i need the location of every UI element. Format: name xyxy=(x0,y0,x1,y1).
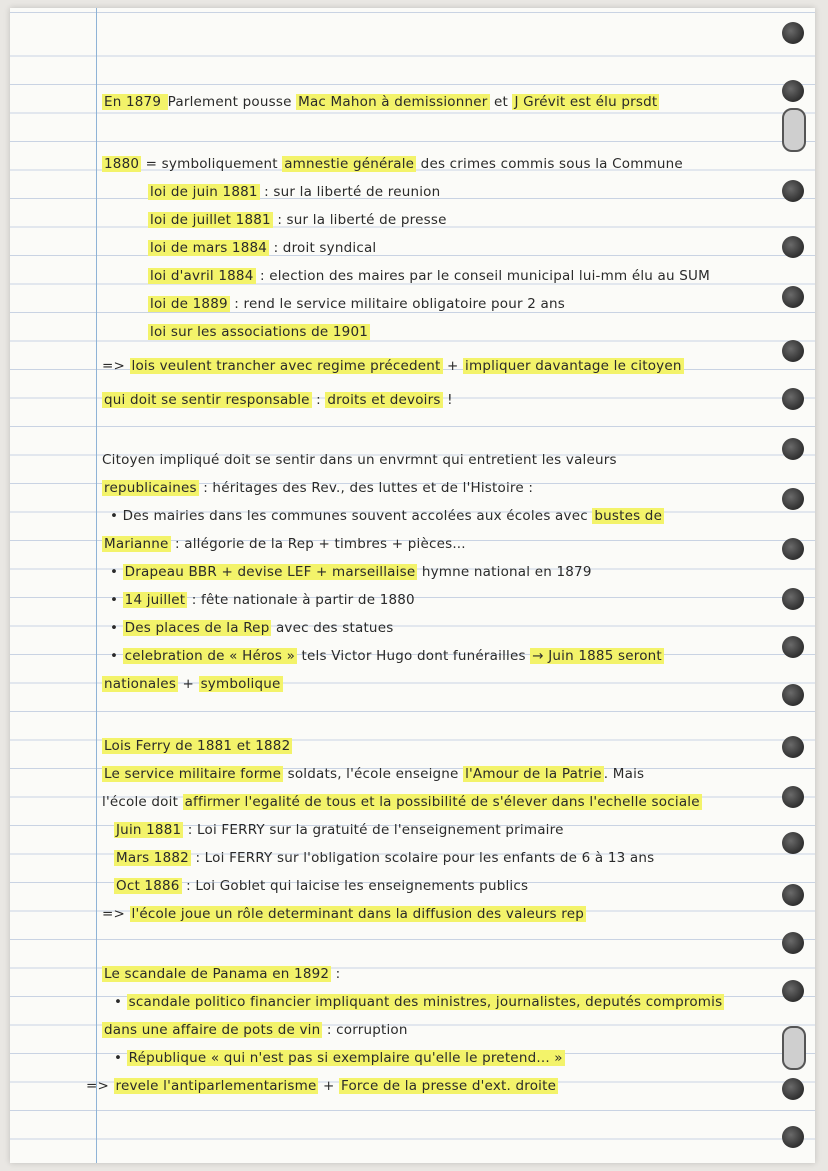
binder-hole xyxy=(782,438,804,460)
highlighted-text: republicaines xyxy=(104,480,197,496)
note-text: + xyxy=(178,676,199,692)
note-text: : fête nationale à partir de 1880 xyxy=(187,592,415,608)
note-line xyxy=(148,212,447,228)
highlighted-text: qui doit se sentir responsable xyxy=(104,392,310,408)
note-text: Parlement pousse xyxy=(167,94,297,110)
highlighted-text: nationales xyxy=(104,676,177,692)
note-text: + xyxy=(442,358,464,374)
highlighted-text: symbolique xyxy=(200,676,281,692)
binder-hole xyxy=(782,736,804,758)
highlighted-text: l'école joue un rôle determinant dans la diffusion des valeurs rep xyxy=(131,906,584,922)
note-text: • xyxy=(110,592,123,608)
highlighted-text: affirmer l'egalité de tous et la possibilité de s'élever dans l'echelle sociale xyxy=(184,794,700,810)
note-line xyxy=(148,268,710,284)
binder-hole xyxy=(782,538,804,560)
highlighted-text: → Juin 1885 seront xyxy=(532,648,662,664)
note-line xyxy=(114,994,724,1010)
note-text: et xyxy=(489,94,513,110)
note-line xyxy=(102,1022,408,1038)
note-text: hymne national en 1879 xyxy=(417,564,592,580)
highlighted-text: celebration de « Héros » xyxy=(124,648,296,664)
note-text: : sur la liberté de presse xyxy=(272,212,447,228)
highlighted-text: Le service militaire forme xyxy=(104,766,282,782)
highlighted-text: droits et devoirs xyxy=(327,392,441,408)
binder-hole xyxy=(782,832,804,854)
highlighted-text: revele l'antiparlementarisme xyxy=(115,1078,317,1094)
highlighted-text: impliquer davantage le citoyen xyxy=(465,358,682,374)
note-text: tels Victor Hugo dont funérailles xyxy=(297,648,531,664)
highlighted-text: dans une affaire de pots de vin xyxy=(104,1022,321,1038)
highlighted-text: loi de juin 1881 xyxy=(150,184,258,200)
margin-line xyxy=(96,8,97,1163)
highlighted-text: Mars 1882 xyxy=(116,850,189,866)
note-line xyxy=(148,240,376,256)
note-text: . Mais xyxy=(603,766,645,782)
binder-hole xyxy=(782,108,806,152)
note-line xyxy=(102,906,586,922)
note-line xyxy=(102,94,659,110)
highlighted-text: Juin 1881 xyxy=(116,822,182,838)
binder-hole xyxy=(782,236,804,258)
note-line xyxy=(102,156,683,172)
note-text: • xyxy=(114,994,127,1010)
note-text: => xyxy=(102,906,130,922)
highlighted-text: amnestie générale xyxy=(284,156,415,172)
highlighted-text: 1880 xyxy=(104,156,140,172)
note-line xyxy=(102,766,644,782)
note-text: : héritages des Rev., des luttes et de l'Histoire : xyxy=(198,480,534,496)
highlighted-text: Force de la presse d'ext. droite xyxy=(340,1078,557,1094)
note-line xyxy=(102,392,453,408)
highlighted-text: loi de juillet 1881 xyxy=(150,212,271,228)
note-line xyxy=(102,536,466,552)
highlighted-text: scandale politico financier impliquant des ministres, journalistes, deputés compromis xyxy=(128,994,723,1010)
note-line xyxy=(110,564,592,580)
note-line xyxy=(114,850,654,866)
note-text: • xyxy=(110,564,123,580)
note-line xyxy=(148,184,440,200)
binder-hole xyxy=(782,340,804,362)
note-text: : rend le service militaire obligatoire pour 2 ans xyxy=(229,296,565,312)
binder-hole xyxy=(782,884,804,906)
binder-hole xyxy=(782,388,804,410)
note-text: des crimes commis sous la Commune xyxy=(416,156,683,172)
note-line xyxy=(102,738,292,754)
highlighted-text: Des places de la Rep xyxy=(124,620,270,636)
highlighted-text: Oct 1886 xyxy=(116,878,180,894)
highlighted-text: 14 juillet xyxy=(124,592,186,608)
binder-hole xyxy=(782,1078,804,1100)
highlighted-text: loi sur les associations de 1901 xyxy=(150,324,369,340)
note-line xyxy=(102,358,684,374)
binder-hole xyxy=(782,80,804,102)
note-text: : Loi FERRY sur l'obligation scolaire pour les enfants de 6 à 13 ans xyxy=(190,850,655,866)
highlighted-text: Le scandale de Panama en 1892 xyxy=(104,966,330,982)
note-text: : xyxy=(331,966,341,982)
note-line xyxy=(114,878,528,894)
note-text: • Des mairies dans les communes souvent accolées aux écoles avec xyxy=(110,508,593,524)
binder-hole xyxy=(782,684,804,706)
note-line xyxy=(102,480,533,496)
note-text: : Loi Goblet qui laicise les enseignements publics xyxy=(181,878,529,894)
note-text: : election des maires par le conseil municipal lui-mm élu au SUM xyxy=(255,268,710,284)
note-text: + xyxy=(318,1078,339,1094)
note-text: => xyxy=(102,358,130,374)
note-text: = symboliquement xyxy=(141,156,283,172)
note-text: • xyxy=(114,1050,127,1066)
note-text: : allégorie de la Rep + timbres + pièces... xyxy=(170,536,466,552)
note-line xyxy=(102,676,283,692)
binder-hole xyxy=(782,22,804,44)
note-line xyxy=(148,296,565,312)
highlighted-text: Mac Mahon à demissionner xyxy=(298,94,488,110)
notebook-page xyxy=(10,8,815,1163)
binder-hole xyxy=(782,1026,806,1070)
note-text: • xyxy=(110,620,123,636)
binder-hole xyxy=(782,588,804,610)
binder-hole xyxy=(782,932,804,954)
note-line xyxy=(110,508,664,524)
highlighted-text: Lois Ferry de 1881 et 1882 xyxy=(104,738,291,754)
note-line xyxy=(148,324,370,340)
binder-hole xyxy=(782,786,804,808)
note-text: soldats, l'école enseigne xyxy=(283,766,464,782)
binder-hole xyxy=(782,980,804,1002)
note-text: : sur la liberté de reunion xyxy=(259,184,441,200)
note-text: => xyxy=(86,1078,114,1094)
note-line xyxy=(110,648,664,664)
highlighted-text: loi de mars 1884 xyxy=(150,240,268,256)
note-text: : xyxy=(311,392,326,408)
highlighted-text: J Grévit est élu prsdt xyxy=(514,94,658,110)
binder-hole xyxy=(782,636,804,658)
highlighted-text: En 1879 xyxy=(104,94,166,110)
note-line xyxy=(102,452,617,468)
note-text: • xyxy=(110,648,123,664)
highlighted-text: loi d'avril 1884 xyxy=(150,268,254,284)
note-line xyxy=(110,620,393,636)
note-line xyxy=(114,822,564,838)
binder-hole xyxy=(782,286,804,308)
note-line xyxy=(110,592,415,608)
note-text: l'école doit xyxy=(102,794,183,810)
note-text: : droit syndical xyxy=(269,240,377,256)
note-text: : Loi FERRY sur la gratuité de l'enseignement primaire xyxy=(183,822,564,838)
highlighted-text: lois veulent trancher avec regime précedent xyxy=(131,358,441,374)
binder-hole xyxy=(782,488,804,510)
highlighted-text: Drapeau BBR + devise LEF + marseillaise xyxy=(124,564,416,580)
highlighted-text: République « qui n'est pas si exemplaire qu'elle le pretend... » xyxy=(128,1050,563,1066)
note-text: ! xyxy=(442,392,453,408)
note-line xyxy=(102,794,702,810)
note-text: Citoyen impliqué doit se sentir dans un envrmnt qui entretient les valeurs xyxy=(102,452,617,468)
binder-hole xyxy=(782,1126,804,1148)
note-text: avec des statues xyxy=(271,620,394,636)
note-text: : corruption xyxy=(322,1022,408,1038)
highlighted-text: loi de 1889 xyxy=(150,296,228,312)
highlighted-text: bustes de xyxy=(594,508,663,524)
note-line xyxy=(114,1050,565,1066)
note-line xyxy=(102,966,340,982)
highlighted-text: l'Amour de la Patrie xyxy=(465,766,602,782)
note-line xyxy=(86,1078,558,1094)
binder-hole xyxy=(782,180,804,202)
highlighted-text: Marianne xyxy=(104,536,169,552)
